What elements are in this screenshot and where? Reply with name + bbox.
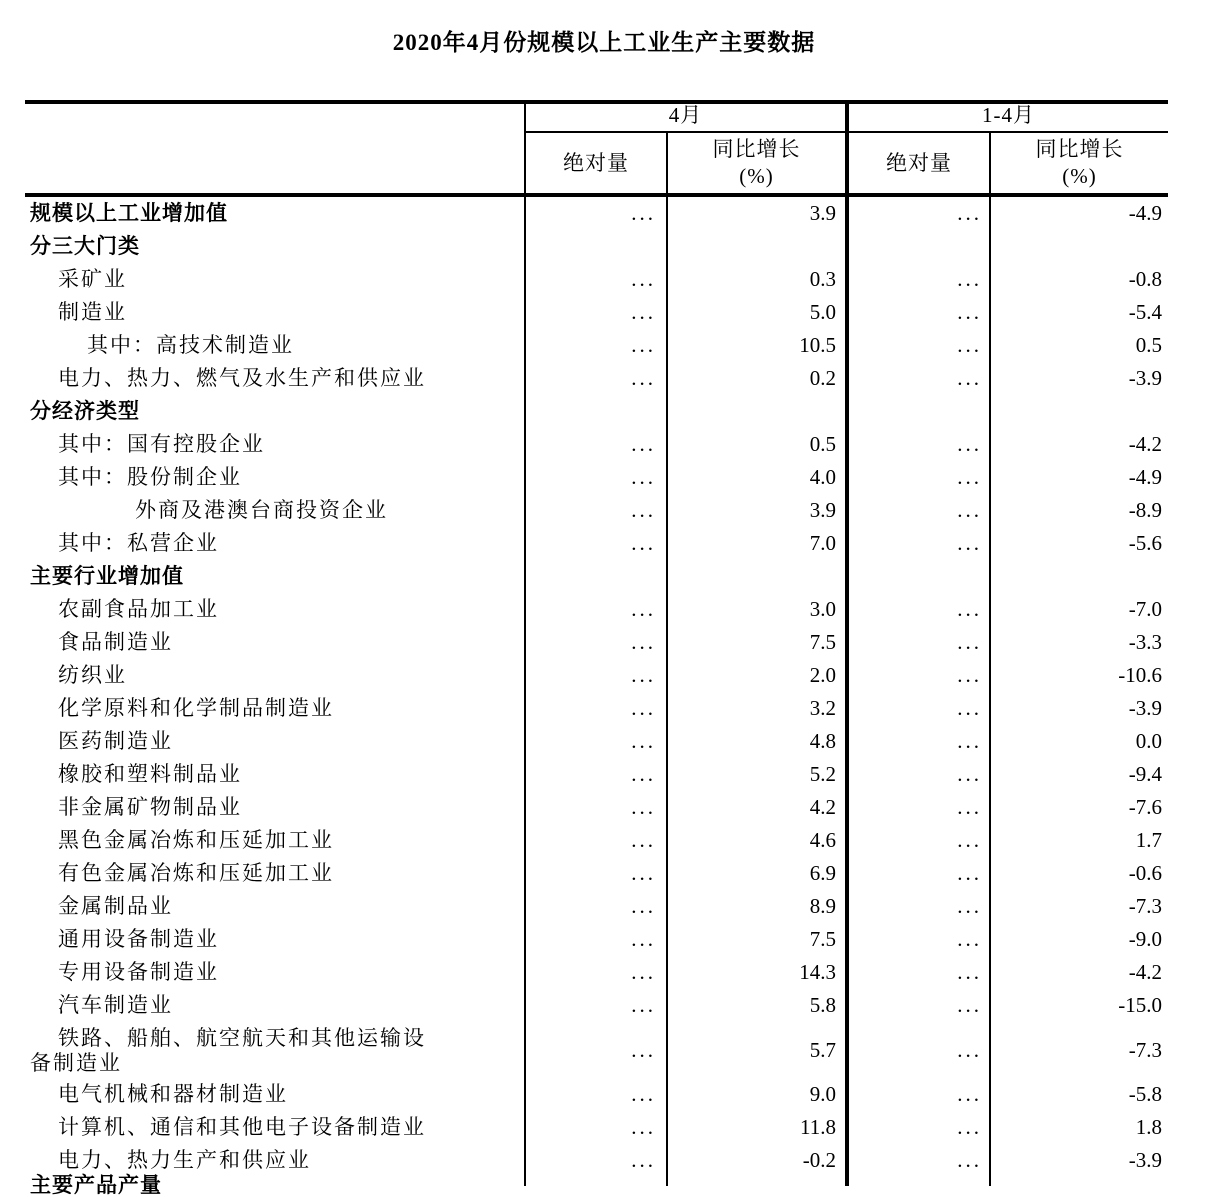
- table-row: [25, 395, 1168, 428]
- cell-absolute-cum: ...: [957, 465, 982, 489]
- cell-yoy-cum: [990, 560, 1168, 593]
- cell-yoy-apr: 0.5: [809, 432, 836, 456]
- cell-absolute-apr: ...: [631, 300, 656, 324]
- table-row: [25, 857, 1168, 890]
- cell-yoy-apr: 3.0: [809, 597, 836, 621]
- row-label-text: 医药制造业: [58, 729, 173, 753]
- cell-absolute-apr: ...: [631, 993, 656, 1017]
- cell-absolute-cum: ...: [957, 267, 982, 291]
- cell-absolute-cum: ...: [957, 927, 982, 951]
- cell-yoy-apr: 0.2: [809, 366, 836, 390]
- cell-yoy-cum: -7.3: [1128, 894, 1162, 918]
- cell-yoy-apr: [667, 560, 845, 593]
- cell-absolute-apr: ...: [631, 498, 656, 522]
- cell-absolute-cum: ...: [957, 762, 982, 786]
- row-label-text: 其中：国有控股企业: [58, 432, 265, 456]
- table-row: [25, 1144, 1168, 1177]
- cell-yoy-cum: -3.9: [1128, 696, 1162, 720]
- cell-absolute-cum: ...: [957, 498, 982, 522]
- cell-absolute-cum: ...: [957, 1115, 982, 1139]
- cell-yoy-apr: -0.2: [802, 1148, 836, 1172]
- cell-absolute-apr: ...: [631, 267, 656, 291]
- cell-absolute-apr: ...: [631, 828, 656, 852]
- cell-yoy-apr: 3.9: [809, 498, 836, 522]
- row-label: [25, 329, 525, 362]
- cell-yoy-cum: -7.3: [1128, 1038, 1162, 1062]
- yoy-header-line2: (%): [739, 164, 774, 188]
- cell-absolute-apr: ...: [631, 333, 656, 357]
- row-label-text: 制造业: [58, 300, 127, 324]
- cell-absolute-cum: ...: [957, 1082, 982, 1106]
- cell-absolute-cum: ...: [957, 993, 982, 1017]
- cell-yoy-cum: -7.0: [1128, 597, 1162, 621]
- yoy-header-line2: (%): [1062, 164, 1097, 188]
- table-row: [25, 461, 1168, 494]
- cell-absolute-apr: ...: [631, 201, 656, 225]
- cell-absolute-cum: ...: [957, 432, 982, 456]
- table-row: [25, 1022, 1168, 1078]
- table-row: [25, 989, 1168, 1022]
- cell-absolute-cum: [845, 560, 990, 593]
- cell-yoy-cum: [990, 395, 1168, 428]
- cell-yoy-apr: 3.9: [809, 201, 836, 225]
- column-header-absolute-apr: 绝对量: [563, 151, 629, 175]
- cell-absolute-apr: ...: [631, 630, 656, 654]
- row-label-text: 规模以上工业增加值: [30, 201, 228, 225]
- table-row: [25, 197, 1168, 230]
- cell-absolute-apr: ...: [631, 960, 656, 984]
- next-section-label-clipped: 主要产品产量: [30, 1173, 162, 1197]
- cell-absolute-apr: ...: [631, 1082, 656, 1106]
- row-label-text: 电气机械和器材制造业: [58, 1082, 288, 1106]
- row-label-text: 农副食品加工业: [58, 597, 219, 621]
- cell-absolute-cum: ...: [957, 201, 982, 225]
- cell-absolute-cum: ...: [957, 366, 982, 390]
- cell-yoy-cum: -4.9: [1128, 201, 1162, 225]
- cell-yoy-apr: 11.8: [800, 1115, 836, 1139]
- cell-absolute-apr: [525, 560, 667, 593]
- row-label: [25, 725, 525, 758]
- column-group-apr: 4月: [668, 103, 703, 127]
- column-header-absolute-cum: 绝对量: [886, 151, 952, 175]
- cell-absolute-apr: ...: [631, 465, 656, 489]
- yoy-header-line1: 同比增长: [712, 137, 801, 161]
- cell-absolute-apr: ...: [631, 366, 656, 390]
- row-label-text: 金属制品业: [58, 894, 173, 918]
- table-row: [25, 362, 1168, 395]
- row-label-text: 黑色金属冶炼和压延加工业: [58, 828, 334, 852]
- row-label: [25, 263, 525, 296]
- cell-yoy-apr: 14.3: [799, 960, 836, 984]
- cell-absolute-cum: [845, 230, 990, 263]
- table-row: [25, 1111, 1168, 1144]
- cell-yoy-cum: -4.9: [1128, 465, 1162, 489]
- row-label-text: 有色金属冶炼和压延加工业: [58, 861, 334, 885]
- cell-yoy-cum: 0.5: [1135, 333, 1162, 357]
- row-label-text: 非金属矿物制品业: [58, 795, 242, 819]
- cell-absolute-apr: ...: [631, 1038, 656, 1062]
- row-label: [25, 857, 525, 890]
- row-label: [25, 692, 525, 725]
- table-row: [25, 560, 1168, 593]
- cell-absolute-cum: ...: [957, 630, 982, 654]
- cell-yoy-apr: 3.2: [809, 696, 836, 720]
- cell-yoy-apr: 0.3: [809, 267, 836, 291]
- cell-absolute-cum: ...: [957, 1038, 982, 1062]
- cell-yoy-apr: 7.5: [809, 630, 836, 654]
- cell-absolute-apr: ...: [631, 1115, 656, 1139]
- row-label-text: 通用设备制造业: [58, 927, 219, 951]
- cell-absolute-apr: ...: [631, 795, 656, 819]
- row-label: [25, 230, 525, 263]
- table-row: [25, 725, 1168, 758]
- row-label: [25, 824, 525, 857]
- cell-absolute-cum: ...: [957, 333, 982, 357]
- row-label-text: 其中：高技术制造业: [87, 333, 294, 357]
- cell-absolute-cum: ...: [957, 795, 982, 819]
- row-label: [25, 362, 525, 395]
- cell-absolute-cum: ...: [957, 300, 982, 324]
- column-header-yoy-apr: [668, 133, 845, 193]
- cell-absolute-cum: ...: [957, 1148, 982, 1172]
- row-label: [25, 560, 525, 593]
- cell-absolute-cum: ...: [957, 696, 982, 720]
- table-row: [25, 296, 1168, 329]
- cell-yoy-cum: [990, 230, 1168, 263]
- cell-yoy-cum: 0.0: [1135, 729, 1162, 753]
- row-label: [25, 428, 525, 461]
- row-label-text: 其中：私营企业: [58, 531, 219, 555]
- cell-yoy-apr: [667, 395, 845, 428]
- row-label: [25, 1078, 525, 1111]
- cell-yoy-cum: -5.6: [1128, 531, 1162, 555]
- cell-yoy-apr: 4.0: [809, 465, 836, 489]
- row-label: [25, 593, 525, 626]
- cell-absolute-apr: [525, 230, 667, 263]
- cell-yoy-apr: 6.9: [809, 861, 836, 885]
- row-label: [25, 989, 525, 1022]
- cell-absolute-cum: ...: [957, 960, 982, 984]
- row-label-text: 分三大门类: [30, 234, 140, 258]
- row-label-text: 电力、热力、燃气及水生产和供应业: [58, 366, 426, 390]
- row-label: [25, 758, 525, 791]
- table-row: [25, 890, 1168, 923]
- table-row: [25, 230, 1168, 263]
- cell-absolute-cum: ...: [957, 729, 982, 753]
- cell-absolute-cum: ...: [957, 828, 982, 852]
- table-row: [25, 956, 1168, 989]
- column-group-cum: 1-4月: [982, 103, 1035, 127]
- row-label-text: 其中：股份制企业: [58, 465, 242, 489]
- row-label: [25, 626, 525, 659]
- cell-absolute-apr: ...: [631, 762, 656, 786]
- row-label-text: 化学原料和化学制品制造业: [58, 696, 334, 720]
- cell-yoy-apr: 10.5: [799, 333, 836, 357]
- row-label: [25, 923, 525, 956]
- cell-absolute-cum: ...: [957, 663, 982, 687]
- cell-absolute-cum: [845, 395, 990, 428]
- cell-yoy-cum: -4.2: [1128, 432, 1162, 456]
- cell-absolute-apr: ...: [631, 696, 656, 720]
- row-label: [25, 461, 525, 494]
- row-label: [25, 956, 525, 989]
- cell-yoy-apr: 4.6: [809, 828, 836, 852]
- row-label: [25, 1022, 525, 1078]
- cell-absolute-apr: [525, 395, 667, 428]
- table-row: [25, 659, 1168, 692]
- cell-yoy-apr: 5.0: [809, 300, 836, 324]
- row-label: [25, 659, 525, 692]
- cell-absolute-apr: ...: [631, 531, 656, 555]
- cell-absolute-apr: ...: [631, 597, 656, 621]
- cell-yoy-cum: -3.3: [1128, 630, 1162, 654]
- cell-yoy-apr: 5.2: [809, 762, 836, 786]
- cell-yoy-cum: 1.8: [1135, 1115, 1162, 1139]
- cell-absolute-apr: ...: [631, 927, 656, 951]
- cell-yoy-cum: -3.9: [1128, 1148, 1162, 1172]
- row-label-text: 橡胶和塑料制品业: [58, 762, 242, 786]
- cell-yoy-cum: -9.0: [1128, 927, 1162, 951]
- table-row: [25, 824, 1168, 857]
- cell-yoy-cum: -7.6: [1128, 795, 1162, 819]
- cell-yoy-apr: 8.9: [809, 894, 836, 918]
- cell-yoy-cum: -3.9: [1128, 366, 1162, 390]
- table-row: [25, 791, 1168, 824]
- cell-yoy-cum: -0.8: [1128, 267, 1162, 291]
- row-label-text: 汽车制造业: [58, 993, 173, 1017]
- cell-absolute-apr: ...: [631, 861, 656, 885]
- cell-yoy-cum: -5.8: [1128, 1082, 1162, 1106]
- row-label: [25, 527, 525, 560]
- row-label: [25, 890, 525, 923]
- row-label-text: 分经济类型: [30, 399, 140, 423]
- row-label: [25, 791, 525, 824]
- row-label: [25, 494, 525, 527]
- cell-yoy-cum: -10.6: [1118, 663, 1162, 687]
- cell-yoy-cum: -9.4: [1128, 762, 1162, 786]
- row-label-text: 电力、热力生产和供应业: [58, 1148, 311, 1172]
- cell-yoy-apr: [667, 230, 845, 263]
- cell-yoy-apr: 4.2: [809, 795, 836, 819]
- cell-yoy-apr: 7.5: [809, 927, 836, 951]
- cell-absolute-cum: ...: [957, 861, 982, 885]
- cell-yoy-apr: 5.8: [809, 993, 836, 1017]
- yoy-header-line1: 同比增长: [1035, 137, 1124, 161]
- cell-absolute-apr: ...: [631, 432, 656, 456]
- cell-yoy-cum: -4.2: [1128, 960, 1162, 984]
- table-row: [25, 626, 1168, 659]
- row-label-text: 主要行业增加值: [30, 564, 184, 588]
- cell-absolute-apr: ...: [631, 894, 656, 918]
- table-row: [25, 263, 1168, 296]
- row-label-text-line2: 备制造业: [30, 1051, 122, 1075]
- cell-yoy-apr: 9.0: [809, 1082, 836, 1106]
- table-row: [25, 329, 1168, 362]
- cell-absolute-apr: ...: [631, 663, 656, 687]
- table-row: [25, 428, 1168, 461]
- column-header-yoy-cum: [991, 133, 1168, 193]
- row-label-text: 铁路、船舶、航空航天和其他运输设: [58, 1026, 426, 1050]
- cell-absolute-apr: ...: [631, 729, 656, 753]
- cell-yoy-cum: -0.6: [1128, 861, 1162, 885]
- cell-absolute-cum: ...: [957, 894, 982, 918]
- row-label-text: 纺织业: [58, 663, 127, 687]
- table-row: [25, 692, 1168, 725]
- table-row: [25, 758, 1168, 791]
- cell-yoy-cum: -5.4: [1128, 300, 1162, 324]
- table-row: [25, 494, 1168, 527]
- row-label: [25, 197, 525, 230]
- cell-yoy-cum: 1.7: [1135, 828, 1162, 852]
- cell-absolute-apr: ...: [631, 1148, 656, 1172]
- row-label-text: 采矿业: [58, 267, 127, 291]
- row-label: [25, 1111, 525, 1144]
- cell-yoy-apr: 7.0: [809, 531, 836, 555]
- row-label-text: 食品制造业: [58, 630, 173, 654]
- table-rows: [25, 197, 1168, 1177]
- row-label-text: 计算机、通信和其他电子设备制造业: [58, 1115, 426, 1139]
- row-label: [25, 296, 525, 329]
- cell-yoy-cum: -8.9: [1128, 498, 1162, 522]
- page-title: 2020年4月份规模以上工业生产主要数据: [392, 30, 816, 55]
- table-row: [25, 527, 1168, 560]
- cell-yoy-cum: -15.0: [1118, 993, 1162, 1017]
- table-row: [25, 1078, 1168, 1111]
- cell-absolute-cum: ...: [957, 597, 982, 621]
- row-label-text: 外商及港澳台商投资企业: [135, 498, 388, 522]
- table-row: [25, 923, 1168, 956]
- cell-yoy-apr: 5.7: [809, 1038, 836, 1062]
- cell-absolute-cum: ...: [957, 531, 982, 555]
- cell-yoy-apr: 2.0: [809, 663, 836, 687]
- cell-yoy-apr: 4.8: [809, 729, 836, 753]
- table-row: [25, 593, 1168, 626]
- row-label-text: 专用设备制造业: [58, 960, 219, 984]
- row-label: [25, 395, 525, 428]
